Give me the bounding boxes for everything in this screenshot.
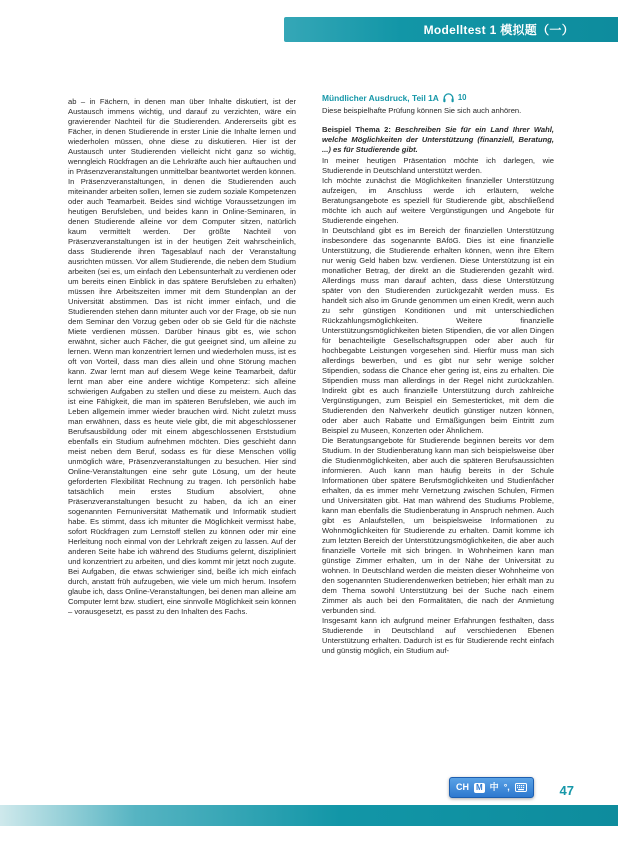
headphones-icon: [443, 93, 454, 103]
ime-punctuation-button[interactable]: °,: [503, 782, 510, 792]
keyboard-icon[interactable]: [515, 783, 527, 792]
speech-paragraph: In Deutschland gibt es im Bereich der finanziellen Unterstützung insbesondere das sogenannte BAföG. Dies ist eine finanzielle Unterstützung, die Studierende erhalten können, wenn ihre Eltern nur wenig Geld haben bzw. verdienen. Diese Unterstützung ist ein monatlicher Betrag, der direkt an die Studierenden gezahlt wird. Allerdings muss man darauf achten, dass diese Unterstützung später von den Studierenden zurückgezahlt werden muss. Es handelt sich also im Grunde genommen um einen Kredit, wenn auch zu sehr günstigen Konditionen und mit unterschiedlichen Rückzahlungsmöglichkeiten. Weitere finanzielle Unterstützungsmöglichkeiten bieten Stipendien, die vor allen Dingen für benachteiligte Gesellschaftsgruppen oder aber auch für hochbegabte Leistungen vorgesehen sind. Hierfür muss man sich allerdings bewerben, und es gibt nur sehr wenige solcher Stipendien, sodass die Chance eher gering ist, eins zu erhalten. Die Stipendien muss man allerdings in der Regel nicht zurückzahlen. Indirekt gibt es auch finanzielle Unterstützung durch zahlreiche Vergünstigungen, zum Beispiel ein Semesterticket, mit dem die Studierenden den Nahverkehr deutlich günstiger nutzen können, oder aber auch Rabatte und Ermäßigungen beim Eintritt zum Beispiel zu Museen, Konzerten oder Ähnlichem.: [322, 226, 554, 435]
right-text-column: [322, 93, 554, 656]
speech-paragraph: Insgesamt kann ich aufgrund meiner Erfahrungen festhalten, dass Studierende in Deutschland auf verschiedenen Ebenen Unterstützung erhalten. Dadurch ist es für Studierende recht einfach und günstig möglich, ein Studium auf-: [322, 616, 554, 655]
page-header-title: Modelltest 1 模拟题（一）: [423, 23, 574, 37]
ime-language-button[interactable]: CH: [456, 782, 469, 792]
section-heading-row: [322, 93, 554, 103]
example-prompt-block: [322, 125, 554, 155]
header-bar: [284, 17, 618, 42]
left-column-text: ab – in Fächern, in denen man über Inhalte diskutiert, ist der Austausch immens wichtig, und darauf zu verzichten, wäre ein gravierender Nachteil für die Studierenden. Andererseits gibt es Fächer, in denen Studierende in erster Linie die Inhalte lernen und wiederholen müssen, ohne diese zu diskutieren. Hier ist der Austausch unter Studierenden vielleicht nicht ganz so wichtig, wenngleich Rückfragen an die Lehrkräfte auch hier auftauchen und in Präsenzveranstaltungen unmittelbar beantwortet werden können. In Präsenzveranstaltungen, in denen die Studierenden auch miteinander arbeiten sollen, lernen sie zudem soziale Kompetenzen oder auch Teamarbeit. Beides sind wichtige Voraussetzungen im heutigen Berufsleben, und beides kann in Online-Seminaren, in denen Studierende alleine vor dem Computer sitzen, natürlich kaum vermittelt werden. Der größte Nachteil von Präsenzveranstaltungen ist in der heutigen Zeit wahrscheinlich, dass Studierende ihren Tagesablauf nach der Veranstaltung ausrichten müssen. Vor allem Studierende, die neben dem Studium arbeiten (sei es, um einfach den Lebensunterhalt zu verdienen oder um bereits einen Einblick in das spätere Berufsleben zu erhalten) müssen ihre Arbeitszeiten immer mit dem Stundenplan an der Universität abstimmen. Das ist nicht immer einfach, und die Studierenden stehen dann mitunter auch vor der Frage, ob sie nun dem Seminar den Vorzug geben oder ob sie Geld für die nächste Miete verdienen müssen. Darüber hinaus gibt es, wie schon erwähnt, sicher auch Fächer, die gut geeignet sind, um alleine zu lernen. Wenn man konzentriert lernen und wiederholen muss, ist es oft von Vorteil, dass man dies allein und ohne Störung machen kann. Zwar lernt man auf diesem Wege keine Teamarbeit, dafür lernt man aber eine andere wichtige Kompetenz: sich alleine schwierigen Aufgaben zu stellen und diese zu meistern. Auch das ist eine Fähigkeit, die man im späteren Berufsleben, wie auch im Leben allgemein immer wieder brauchen wird. Nicht zuletzt muss man erwähnen, dass es heute viele gibt, die mit abgeschlossener Berufsausbildung oder mit einem abgeschlossenen Erststudium ebenfalls ein Studium aufnehmen möchten. Dies geschieht dann meist neben dem Beruf, sodass es für diese Menschen völlig unmöglich wäre, Präsenzveranstaltungen zu besuchen. Hier sind Online-Veranstaltungen eine sehr gute Lösung, um der heute geforderten Flexibilität Rechnung zu tragen. Ich persönlich habe tatsächlich mein erstes Studium absolviert, ohne Präsenzveranstaltungen besucht zu haben, da ich an einer sogenannten Fernuniversität Mathematik und Informatik studiert habe. Es stimmt, dass ich mitunter die Möglichkeit vermisst habe, sofort Rückfragen zum Lernstoff stellen zu können oder mir eine Herleitung noch einmal von der Lehrkraft zeigen zu lassen. Auf der anderen Seite habe ich während des Studiums gelernt, diszipliniert und konzentriert zu arbeiten, und dies kommt mir jetzt noch zugute. Bei Aufgaben, die etwas schwieriger sind, beiße ich mich einfach durch, anstatt früh aufzugeben, wie viele um mich herum. Insofern glaube ich, dass Online-Veranstaltungen, bei denen man alleine am Computer lernt bzw. studiert, eine sinnvolle Möglichkeit sein können – vorausgesetzt, es passt zu den Inhalten des Fachs.: [68, 97, 296, 616]
speech-paragraph: In meiner heutigen Präsentation möchte ich darlegen, wie Studierende in Deutschland unterstützt werden.: [322, 156, 554, 175]
page-number: 47: [559, 783, 574, 798]
footer-bar: [0, 805, 618, 826]
speech-paragraph: Die Beratungsangebote für Studierende beginnen bereits vor dem Studium. In der Studienberatung kann man sich beispielsweise über die Studienmöglichkeiten, aber auch die späteren Berufsaussichten informieren. Auch kann man häufig bereits in der Schule Informationen über spätere Berufsmöglichkeiten und Studienfächer erhalten, da es immer mehr Vernetzung zwischen Schulen, Firmen und Universitäten gibt. Hat man während des Studiums Probleme, kann man ebenfalls die Studienberatung in Anspruch nehmen. Auch gibt es Anlaufstellen, um beispielsweise Informationen zu Wohnmöglichkeiten für Studierende zu erhalten. Damit komme ich zum letzten Bereich der Unterstützungsmöglichkeiten, die aber auch finanzielle Vorteile mit sich bringen. In Wohnheimen kann man günstige Zimmer erhalten, um in der Nähe der Universität zu wohnen. In Deutschland werden die meisten dieser Wohnheime von den sogenannten Studierendenwerken betrieben; hier erhält man zu dem Thema sowohl Unterstützung bei der Suche nach einem Zimmer als auch bei den Formalitäten, die nach der Anmietung verbunden sind.: [322, 436, 554, 615]
intro-line: Diese beispielhafte Prüfung können Sie sich auch anhören.: [322, 106, 522, 115]
left-text-column: [68, 97, 296, 617]
section-title: Mündlicher Ausdruck, Teil 1A: [322, 93, 439, 103]
example-prompt-text: Beschreiben Sie für ein Land Ihrer Wahl, welche Möglichkeiten der Unterstützung (finanziell, Beratung, ...) es für Studierende gibt.: [322, 125, 554, 154]
example-label: Beispiel Thema 2:: [322, 125, 391, 134]
audio-track-number: 10: [457, 93, 467, 102]
speech-paragraph: Ich möchte zunächst die Möglichkeiten finanzieller Unterstützung aufzeigen, im Anschluss werde ich erläutern, welche Beratungsangebote es speziell für Studierende gibt, abschließend möchte ich auch auf weitere Vergünstigungen und Angebote für Studierende eingehen.: [322, 176, 554, 225]
ime-language-bar[interactable]: [449, 777, 534, 798]
ime-mode-button[interactable]: 中: [489, 782, 499, 792]
ime-input-method-icon[interactable]: M: [476, 782, 483, 792]
